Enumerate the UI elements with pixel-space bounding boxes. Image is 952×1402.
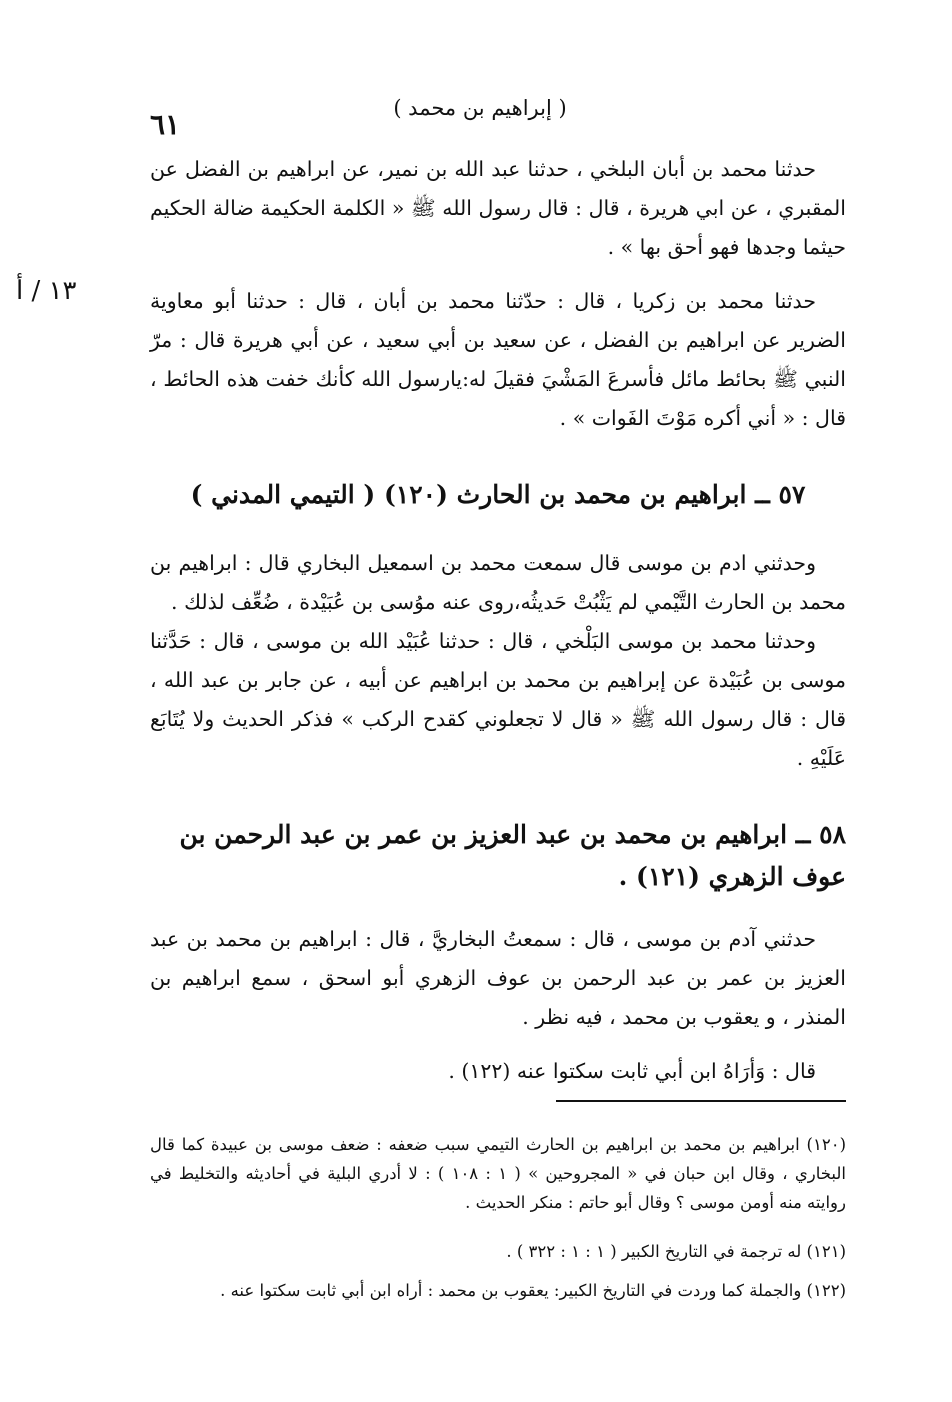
hadith-text: حدثنا محمد بن زكريا ، قال : حدّثنا محمد بن أبان ، قال : حدثنا أبو معاوية الضرير عن ابراهيم بن الفضل ، عن سعيد بن أبي سعيد ، عن أبي هريرة قال : مرّ النبي ﷺ بحائط مائل فأسرعَ المَشْيَ فقيلَ له:يارسول الله كأنك خفت هذه الحائط ، قال : « أني أكره مَوْتَ الفَوات » .: [150, 289, 846, 430]
hadith-text: حدثنا محمد بن أبان البلخي ، حدثنا عبد الله بن نمير، عن ابراهيم بن الفضل عن المقبري ، عن ابي هريرة ، قال : قال رسول الله ﷺ « الكلمة الحكيمة ضالة الحكيم حيثما وجدها فهو أحق بها » .: [150, 157, 846, 259]
manuscript-folio-note: ١٣ / أ: [16, 276, 77, 306]
entry-heading-57: ٥٧ ــ ابراهيم بن محمد بن الحارث (١٢٠) ( التيمي المدني ): [190, 480, 806, 509]
page-number: ٦١: [150, 108, 181, 141]
entry-heading-58: ٥٨ ــ ابراهيم بن محمد بن عبد العزيز بن عمر بن عبد الرحمن بن عوف الزهري (١٢١) .: [179, 820, 846, 891]
footnote-121: [150, 1237, 846, 1266]
footnote-divider: [556, 1100, 846, 1102]
hadith-text: وحدثني ادم بن موسى قال سمعت محمد بن اسمعيل البخاري قال : ابراهيم بن محمد بن الحارث التَّيْمي لم يَثْبُتْ حَديثُه،روى عنه موُسى بن عُبَيْدة ، ضُعِّف لذلك .: [150, 551, 846, 614]
footnote-text: (١٢١) له ترجمة في التاريخ الكبير ( ١ : ١ : ٣٢٢ ) .: [506, 1242, 846, 1261]
hadith-text: حدثني آدم بن موسى ، قال : سمعتُ البخاريَّ ، قال : ابراهيم بن محمد بن عبد العزيز بن عمر بن عبد الرحمن بن عوف الزهري أبو اسحق ، سمع ابراهيم بن المنذر ، و يعقوب بن محمد ، فيه نظر .: [150, 927, 846, 1029]
hadith-text: وحدثنا محمد بن موسى البَلْخي ، قال : حدثنا عُبَيْد الله بن موسى ، قال : حَدَّثنا موسى بن عُبَيْدة عن إبراهيم بن محمد بن ابراهيم عن أبيه ، عن جابر بن عبد الله ، قال : قال رسول الله ﷺ « قال لا تجعلوني كقدح الركب » فذكر الحديث ولا يُتَابَع عَلَيْهِ .: [150, 629, 846, 770]
hadith-paragraph-1: [150, 150, 846, 267]
hadith-paragraph-3: [150, 544, 846, 622]
footnote-text: (١٢٢) والجملة كما وردت في التاريخ الكبير: يعقوب بن محمد : أراه ابن أبي ثابت سكتوا عنه .: [220, 1281, 846, 1300]
hadith-paragraph-6: [150, 1052, 846, 1091]
footnote-120: [150, 1130, 846, 1217]
hadith-text: قال : وَأرَاهُ ابن أبي ثابت سكتوا عنه (١٢٢) .: [448, 1059, 816, 1083]
footnote-122: [150, 1276, 846, 1305]
hadith-paragraph-4: [150, 622, 846, 778]
footnote-text: (١٢٠) ابراهيم بن محمد بن ابراهيم بن الحارث التيمي سبب ضعفه : ضعف موسى بن عبيدة كما قال البخاري ، وقال ابن حبان في « المجروحين » ( ١ : ١٠٨ ) : لا أدري البلية في أحاديثه والتخليط في روايته منه أومن موسى ؟ وقال أبو حاتم : منكر الحديث .: [150, 1135, 846, 1212]
hadith-paragraph-2: [150, 282, 846, 438]
hadith-paragraph-5: [150, 920, 846, 1037]
running-title: ( إبراهيم بن محمد ): [393, 96, 567, 120]
